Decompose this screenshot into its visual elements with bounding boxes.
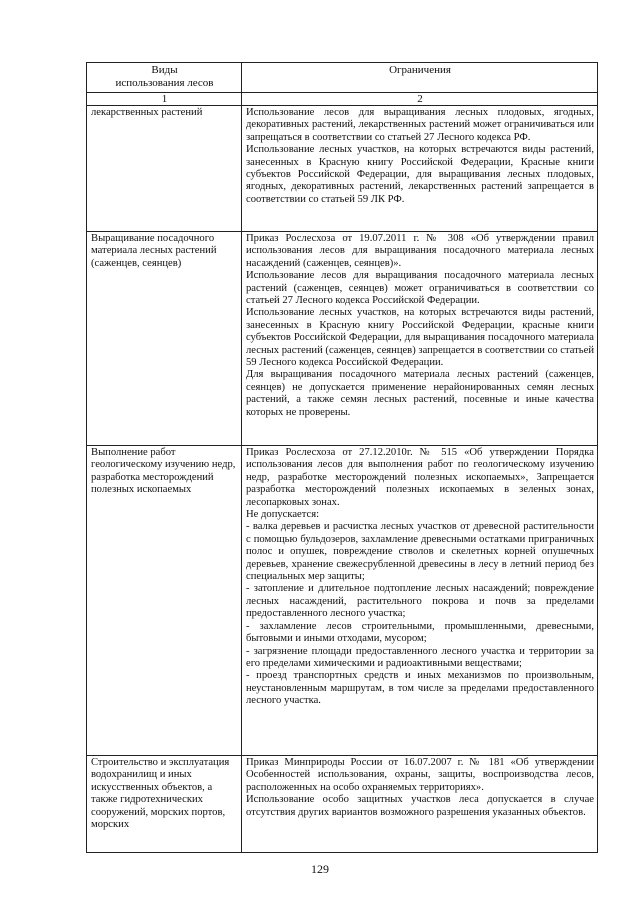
restriction-paragraph: Использование лесных участков, на которых встречаются виды растений, занесенных в Красную книгу Российской Федерации, красные книги субъектов Российской Федерации, для выращивания посадочного материала лесных растений (саженцев, сеянцев) запрещается в соответствии со статьей 59 Лесного кодекса Российской Федерации.: [246, 307, 594, 369]
column-number-2: 2: [242, 93, 598, 106]
table-row: [87, 756, 598, 853]
restriction-paragraph: - загрязнение площади предоставленного лесного участка и территории за его пределами химическими и радиоактивными веществами;: [246, 645, 594, 669]
restrictions-text: [242, 446, 598, 756]
restrictions-text: [242, 756, 598, 853]
header-restrictions: Ограничения: [242, 63, 598, 93]
restriction-paragraph: Для выращивания посадочного материала лесных растений (саженцев, сеянцев) не допускается применение нерайонированных семян лесных растений, а также семян лесных растений, посевные и иные качества которых не проверены.: [246, 369, 594, 418]
restriction-paragraph: - валка деревьев и расчистка лесных участков от древесной растительности с помощью бульдозеров, захламление древесными остатками приграничных полос и опушек, повреждение стволов и скелетных корней опушечных деревьев, хранение свежесрубленной древесины в лесу в летний период без специальных мер защиты;: [246, 521, 594, 583]
column-number-1: 1: [87, 93, 242, 106]
forest-use-type: лекарственных растений: [87, 106, 242, 232]
page-number: 129: [311, 862, 329, 876]
table-row: [87, 106, 598, 232]
restrictions-table: [86, 62, 598, 853]
restriction-paragraph: Использование особо защитных участков леса допускается в случае отсутствия других вариантов возможного разрешения указанных объектов.: [246, 794, 594, 818]
restriction-paragraph: Использование лесов для выращивания лесных плодовых, ягодных, декоративных растений, лекарственных растений может ограничиваться или запрещаться в соответствии со статьей 27 Лесного кодекса РФ.: [246, 107, 594, 143]
forest-use-type: Выращивание посадочного материала лесных растений (саженцев, сеянцев): [87, 232, 242, 446]
restriction-paragraph: Использование лесных участков, на которых встречаются виды растений, занесенных в Красную книгу Российской Федерации, Красные книги субъектов Российской Федерации, для выращивания лесных плодовых, ягодных, декоративных растений, лекарственных растений запрещается в соответствии со статьей 59 ЛК РФ.: [246, 144, 594, 205]
restriction-paragraph: Приказ Рослесхоза от 19.07.2011 г. № 308 «Об утверждении правил использования лесов для выращивания посадочного материала лесных насаждений (саженцев, сеянцев)».: [246, 233, 594, 269]
restriction-paragraph: Приказ Рослесхоза от 27.12.2010г. № 515 «Об утверждении Порядка использования лесов для выполнения работ по геологическому изучению недр, разработке месторождений полезных ископаемых», Запрещается разработка месторождений полезных ископаемых в зеленых зонах, лесопарковых зонах.: [246, 447, 594, 508]
table-row: [87, 232, 598, 446]
restriction-paragraph: Использование лесов для выращивания посадочного материала лесных растений (саженцев, сеянцев) может ограничиваться в соответствии со статьей 27 Лесного кодекса Российской Федерации.: [246, 270, 594, 307]
forest-use-type: Строительство и эксплуатация водохранилищ и иных искусственных объектов, а также гидротехнических сооружений, морских портов, морских: [87, 756, 242, 853]
restrictions-text: [242, 106, 598, 232]
restriction-paragraph: Приказ Минприроды России от 16.07.2007 г. № 181 «Об утверждении Особенностей использования, охраны, защиты, воспроизводства лесов, расположенных на особо охраняемых территориях».: [246, 757, 594, 793]
forest-use-type: Выполнение работ геологическому изучению недр, разработка месторождений полезных ископаемых: [87, 446, 242, 756]
restriction-paragraph: Не допускается:: [246, 509, 320, 521]
restriction-paragraph: - захламление лесов строительными, промышленными, древесными, бытовыми и иными отходами, мусором;: [246, 620, 594, 645]
table-header-row: [87, 63, 598, 93]
restrictions-text: [242, 232, 598, 446]
table-row: [87, 446, 598, 756]
restriction-paragraph: - затопление и длительное подтопление лесных насаждений; повреждение лесных насаждений, растительного покрова и почв за пределами предоставленного лесного участка;: [246, 583, 594, 620]
restriction-paragraph: - проезд транспортных средств и иных механизмов по произвольным, неустановленным маршрутам, в том числе за пределами предоставленного лесного участка.: [246, 670, 594, 707]
header-forest-use-types: Виды использования лесов: [87, 63, 242, 93]
column-number-row: [87, 93, 598, 106]
